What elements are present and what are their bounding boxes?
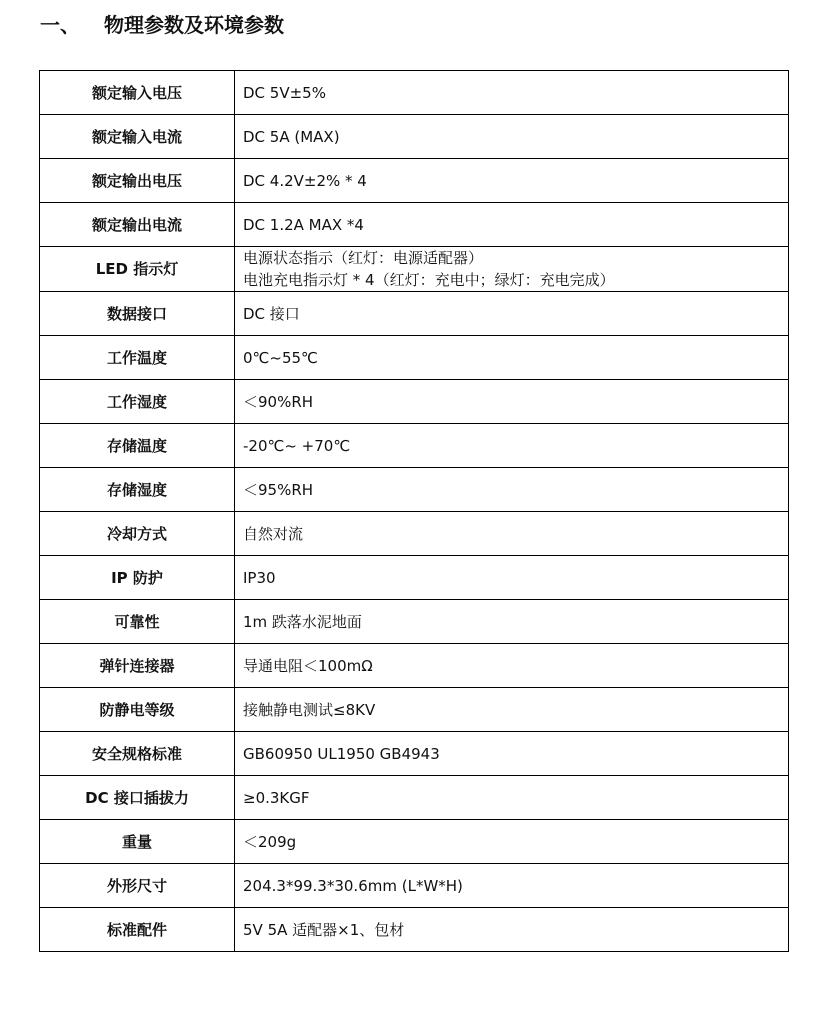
table-row xyxy=(40,380,789,424)
row-label: 数据接口 xyxy=(40,292,235,336)
row-label: 重量 xyxy=(40,820,235,864)
row-value: ＜90%RH xyxy=(235,380,789,424)
row-label: 工作温度 xyxy=(40,336,235,380)
row-value: DC 4.2V±2% * 4 xyxy=(235,159,789,203)
table-row xyxy=(40,600,789,644)
table-row xyxy=(40,644,789,688)
row-value: DC 1.2A MAX *4 xyxy=(235,203,789,247)
table-row xyxy=(40,203,789,247)
table-row xyxy=(40,512,789,556)
row-value: 1m 跌落水泥地面 xyxy=(235,600,789,644)
row-value: 导通电阻＜100mΩ xyxy=(235,644,789,688)
row-value: DC 5A (MAX) xyxy=(235,115,789,159)
section-heading xyxy=(40,8,284,38)
table-row xyxy=(40,71,789,115)
row-label: 存储湿度 xyxy=(40,468,235,512)
row-value: IP30 xyxy=(235,556,789,600)
row-label: IP 防护 xyxy=(40,556,235,600)
row-label: DC 接口插拔力 xyxy=(40,776,235,820)
section-title: 物理参数及环境参数 xyxy=(104,12,284,37)
table-row xyxy=(40,688,789,732)
row-value: DC 接口 xyxy=(235,292,789,336)
row-label: LED 指示灯 xyxy=(40,247,235,292)
row-label: 防静电等级 xyxy=(40,688,235,732)
row-value: ≥0.3KGF xyxy=(235,776,789,820)
row-label: 工作湿度 xyxy=(40,380,235,424)
table-row xyxy=(40,292,789,336)
table-row xyxy=(40,556,789,600)
row-label: 冷却方式 xyxy=(40,512,235,556)
section-number: 一、 xyxy=(40,12,80,37)
row-label: 标准配件 xyxy=(40,908,235,952)
row-label: 弹针连接器 xyxy=(40,644,235,688)
row-value: -20℃~ +70℃ xyxy=(235,424,789,468)
table-row xyxy=(40,820,789,864)
row-value: DC 5V±5% xyxy=(235,71,789,115)
table-row xyxy=(40,336,789,380)
row-value: 自然对流 xyxy=(235,512,789,556)
row-value xyxy=(235,247,789,292)
row-value-line: 电池充电指示灯 * 4（红灯：充电中；绿灯：充电完成） xyxy=(243,271,615,289)
row-value: ＜209g xyxy=(235,820,789,864)
table-row xyxy=(40,776,789,820)
row-label: 额定输出电压 xyxy=(40,159,235,203)
table-row xyxy=(40,424,789,468)
row-value: 接触静电测试≤8KV xyxy=(235,688,789,732)
table-row xyxy=(40,115,789,159)
row-value-line: 电源状态指示（红灯：电源适配器） xyxy=(243,249,484,267)
row-value: 5V 5A 适配器×1、包材 xyxy=(235,908,789,952)
row-label: 额定输入电压 xyxy=(40,71,235,115)
spec-table xyxy=(39,70,789,952)
table-row xyxy=(40,908,789,952)
row-label: 额定输入电流 xyxy=(40,115,235,159)
row-label: 安全规格标准 xyxy=(40,732,235,776)
table-row xyxy=(40,159,789,203)
row-label: 额定输出电流 xyxy=(40,203,235,247)
row-label: 外形尺寸 xyxy=(40,864,235,908)
table-row xyxy=(40,468,789,512)
table-row xyxy=(40,864,789,908)
row-label: 可靠性 xyxy=(40,600,235,644)
row-value: 204.3*99.3*30.6mm (L*W*H) xyxy=(235,864,789,908)
table-row xyxy=(40,247,789,292)
row-value: 0℃~55℃ xyxy=(235,336,789,380)
row-label: 存储温度 xyxy=(40,424,235,468)
row-value: ＜95%RH xyxy=(235,468,789,512)
row-value: GB60950 UL1950 GB4943 xyxy=(235,732,789,776)
table-row xyxy=(40,732,789,776)
